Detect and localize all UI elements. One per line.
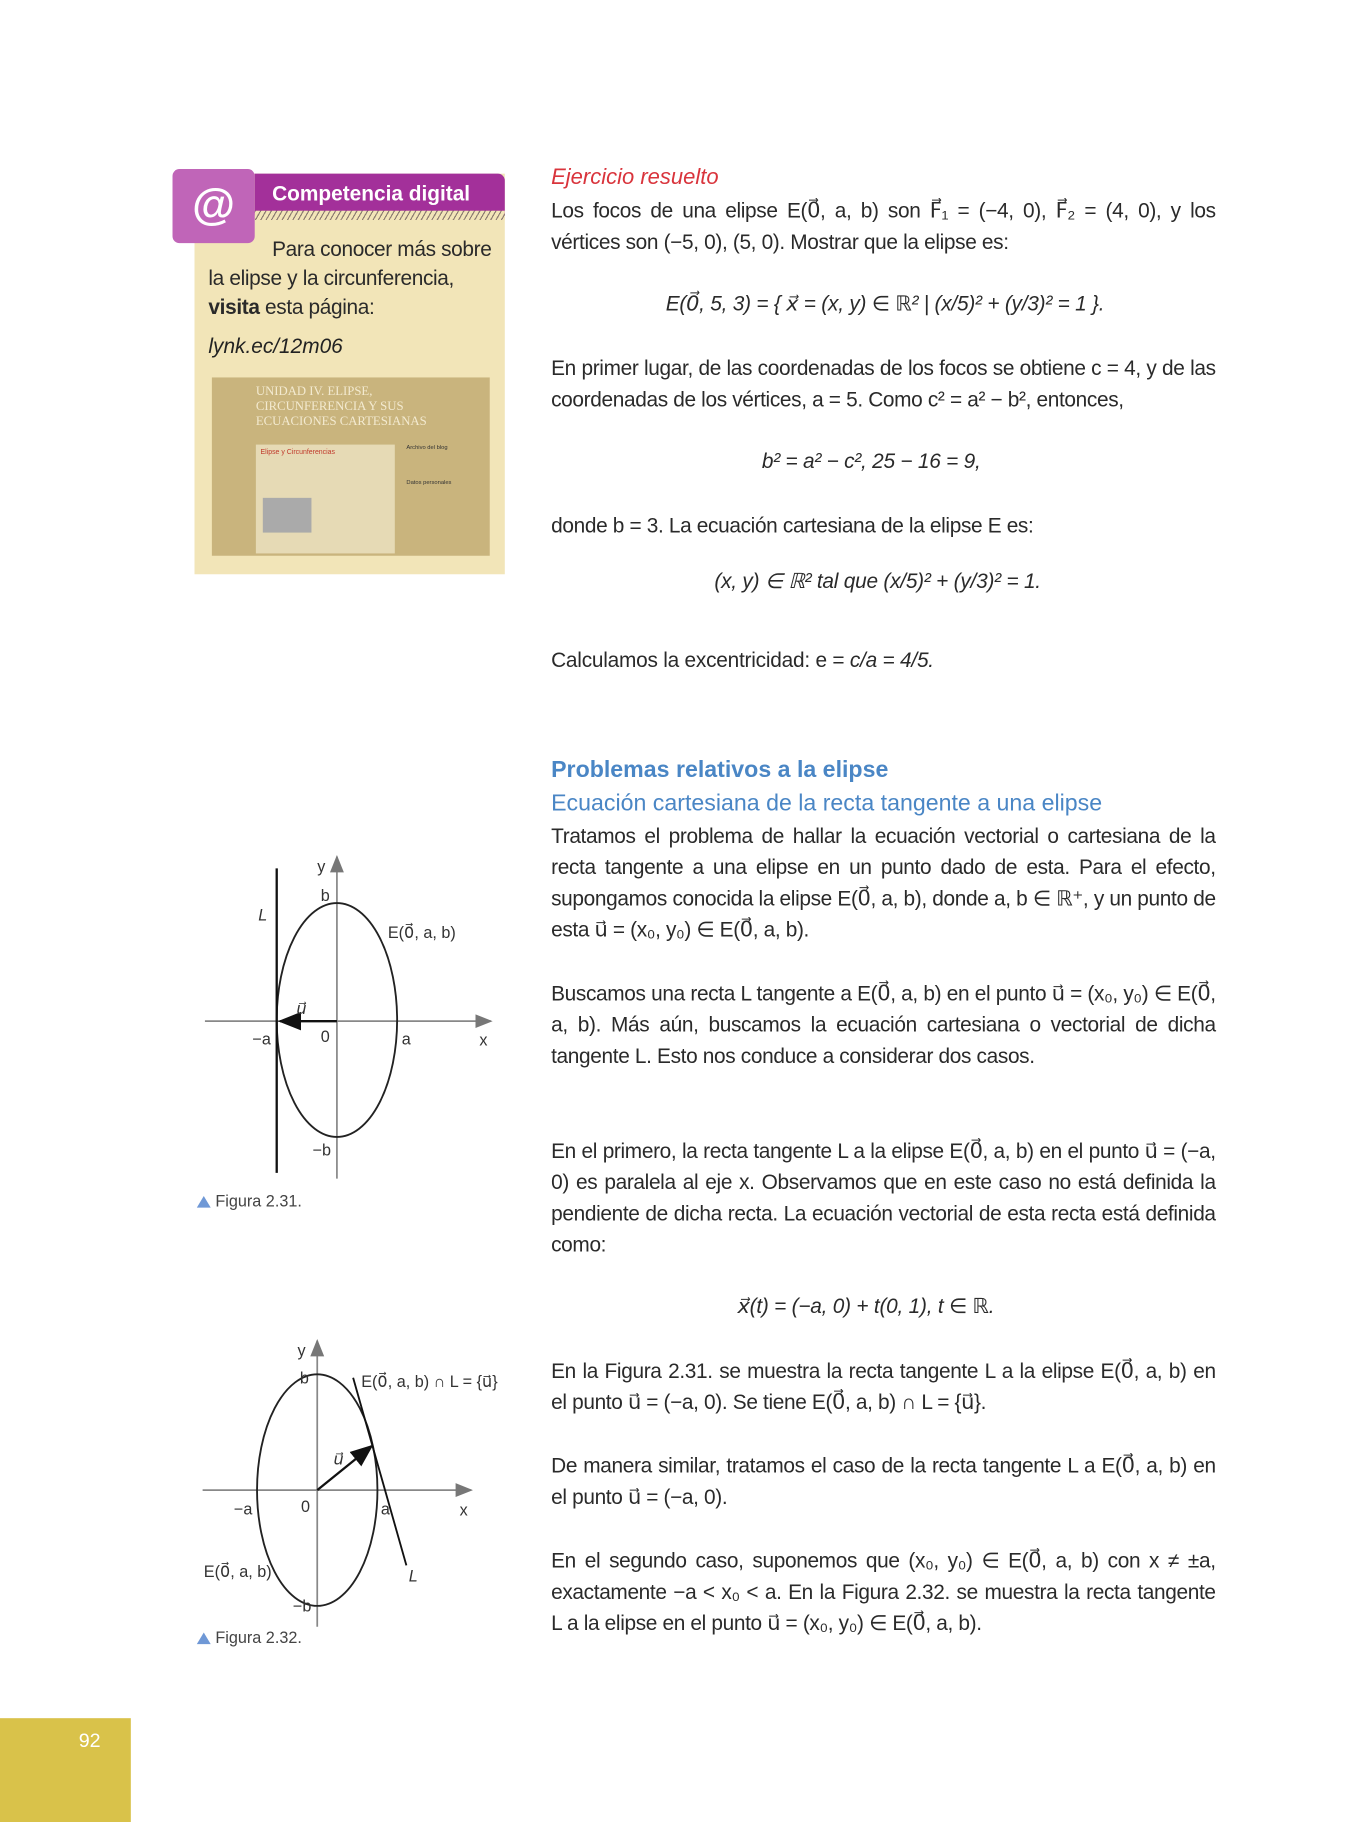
caption-text: Figura 2.31. <box>215 1191 302 1210</box>
label-origin-2: 0 <box>301 1498 311 1517</box>
eccentricity-value: c/a = 4/5. <box>849 648 934 672</box>
label-b-2: b <box>299 1369 309 1388</box>
tangent-line-2 <box>353 1378 406 1566</box>
label-origin: 0 <box>320 1028 330 1047</box>
card-bold: visita <box>208 295 260 319</box>
triangle-icon <box>197 1632 211 1644</box>
thumb-title: UNIDAD IV. ELIPSE, CIRCUNFERENCIA Y SUS ECUACIONES CARTESIANAS <box>255 384 427 429</box>
label-L-2: L <box>408 1567 418 1586</box>
label-y: y <box>317 857 326 876</box>
label-x-2: x <box>459 1501 468 1520</box>
label-ellipse: E(0⃗, a, b) <box>387 923 456 942</box>
caption-text: Figura 2.32. <box>215 1627 302 1647</box>
page-number-tab <box>0 1718 131 1822</box>
triangle-icon <box>197 1196 211 1208</box>
section-paragraph-6: En el segundo caso, suponemos que (x₀, y₀) ∈ E(0⃗, a, b) con x ≠ ±a, exactamente −a < x₀ < a. En la Figura 2.32. se muestra la recta tangente L a la elipse en el punto u⃗ = (x₀, y₀) ∈ E(0⃗, a, b). <box>551 1549 1216 1635</box>
section-paragraph-3: En el primero, la recta tangente L a la elipse E(0⃗, a, b) en el punto u⃗ = (−a, 0) es paralela al eje x. Observamos que en este caso no está definida la pendiente de dicha recta. La ecuación vectorial de esta recta está definida como: <box>551 1139 1216 1257</box>
exercise-heading: Ejercicio resuelto <box>551 165 719 190</box>
section-paragraph-2: Buscamos una recta L tangente a E(0⃗, a, b) en el punto u⃗ = (x₀, y₀) ∈ E(0⃗, a, b). Más aún, buscamos la ecuación cartesiana o vectorial de dicha tangente L. Esto nos conduce a considerar dos casos. <box>551 981 1216 1068</box>
section-subtitle: Ecuación cartesiana de la recta tangente a una elipse <box>551 790 1103 817</box>
exercise-paragraph-1: Los focos de una elipse E(0⃗, a, b) son F⃗₁ = (−4, 0), F⃗₂ = (4, 0), y los vértices son (−5, 0), (5, 0). Mostrar que la elipse es: <box>551 199 1216 254</box>
label-neg-a-2: −a <box>233 1500 253 1519</box>
eccentricity-label: Calculamos la excentricidad: e = <box>551 648 850 672</box>
at-icon: @ <box>173 169 255 243</box>
label-a-2: a <box>380 1500 390 1519</box>
exercise-paragraph-2: En primer lugar, de las coordenadas de los focos se obtiene c = 4, y de las coordenadas de los vértices, a = 5. Como c² = a² − b², entonces, <box>551 356 1216 412</box>
figure-2-32-caption <box>197 1628 302 1647</box>
label-neg-b-2: −b <box>292 1597 312 1616</box>
label-intersection: E(0⃗, a, b) ∩ L = {u⃗} <box>361 1373 498 1392</box>
label-u-2: u⃗ <box>333 1450 344 1469</box>
figure-2-31-caption <box>197 1191 302 1210</box>
vector-u-2 <box>317 1446 371 1490</box>
section-paragraph-1: Tratamos el problema de hallar la ecuación vectorial o cartesiana de la recta tangente a una elipse en un punto dado de esta. Para el efecto, supongamos conocida la elipse E(0⃗, a, b), donde a, b ∈ ℝ⁺, y un punto de esta u⃗ = (x₀, y₀) ∈ E(0⃗, a, b). <box>551 824 1216 942</box>
equation-tangent-vector: x⃗(t) = (−a, 0) + t(0, 1), t ∈ ℝ. <box>737 1294 995 1318</box>
section-paragraph-5: De manera similar, tratamos el caso de la recta tangente L a E(0⃗, a, b) en el punto u⃗ = (−a, 0). <box>551 1454 1216 1509</box>
label-b: b <box>320 886 330 905</box>
card-text-1: Para conocer más sobre la elipse y la circunferencia, <box>208 237 492 290</box>
card-text-2: esta página: <box>259 295 375 319</box>
thumb-post-title: Elipse y Circunferencias <box>260 449 336 457</box>
section-paragraph-4: En la Figura 2.31. se muestra la recta tangente L a la elipse E(0⃗, a, b) en el punto u⃗ = (−a, 0). Se tiene E(0⃗, a, b) ∩ L = {u⃗}. <box>551 1359 1216 1414</box>
equation-cartesian: (x, y) ∈ ℝ² tal que (x/5)² + (y/3)² = 1. <box>714 569 1041 593</box>
equation-ellipse-set: E(0⃗, 5, 3) = { x⃗ = (x, y) ∈ ℝ² | (x/5)² + (y/3)² = 1 }. <box>665 291 1105 315</box>
exercise-paragraph-3: donde b = 3. La ecuación cartesiana de la elipse E es: <box>551 514 1034 538</box>
card-title: Competencia digital <box>272 181 471 205</box>
section-title: Problemas relativos a la elipse <box>551 757 889 783</box>
label-neg-b: −b <box>312 1141 332 1160</box>
label-y-2: y <box>297 1341 306 1360</box>
card-link[interactable]: lynk.ec/12m06 <box>208 334 343 358</box>
page-number: 92 <box>78 1729 101 1752</box>
label-neg-a: −a <box>252 1030 271 1049</box>
label-L: L <box>258 906 268 925</box>
equation-b-squared: b² = a² − c², 25 − 16 = 9, <box>761 449 981 473</box>
label-ellipse-2: E(0⃗, a, b) <box>203 1562 272 1581</box>
label-a: a <box>401 1030 411 1049</box>
equation-eccentricity <box>551 648 934 672</box>
thumb-side-2: Datos personales <box>406 479 452 487</box>
thumb-side-1: Archivo del blog <box>406 444 448 452</box>
label-u: u⃗ <box>296 1000 307 1019</box>
figure-2-31 <box>0 0 533 1690</box>
label-x: x <box>479 1031 488 1050</box>
